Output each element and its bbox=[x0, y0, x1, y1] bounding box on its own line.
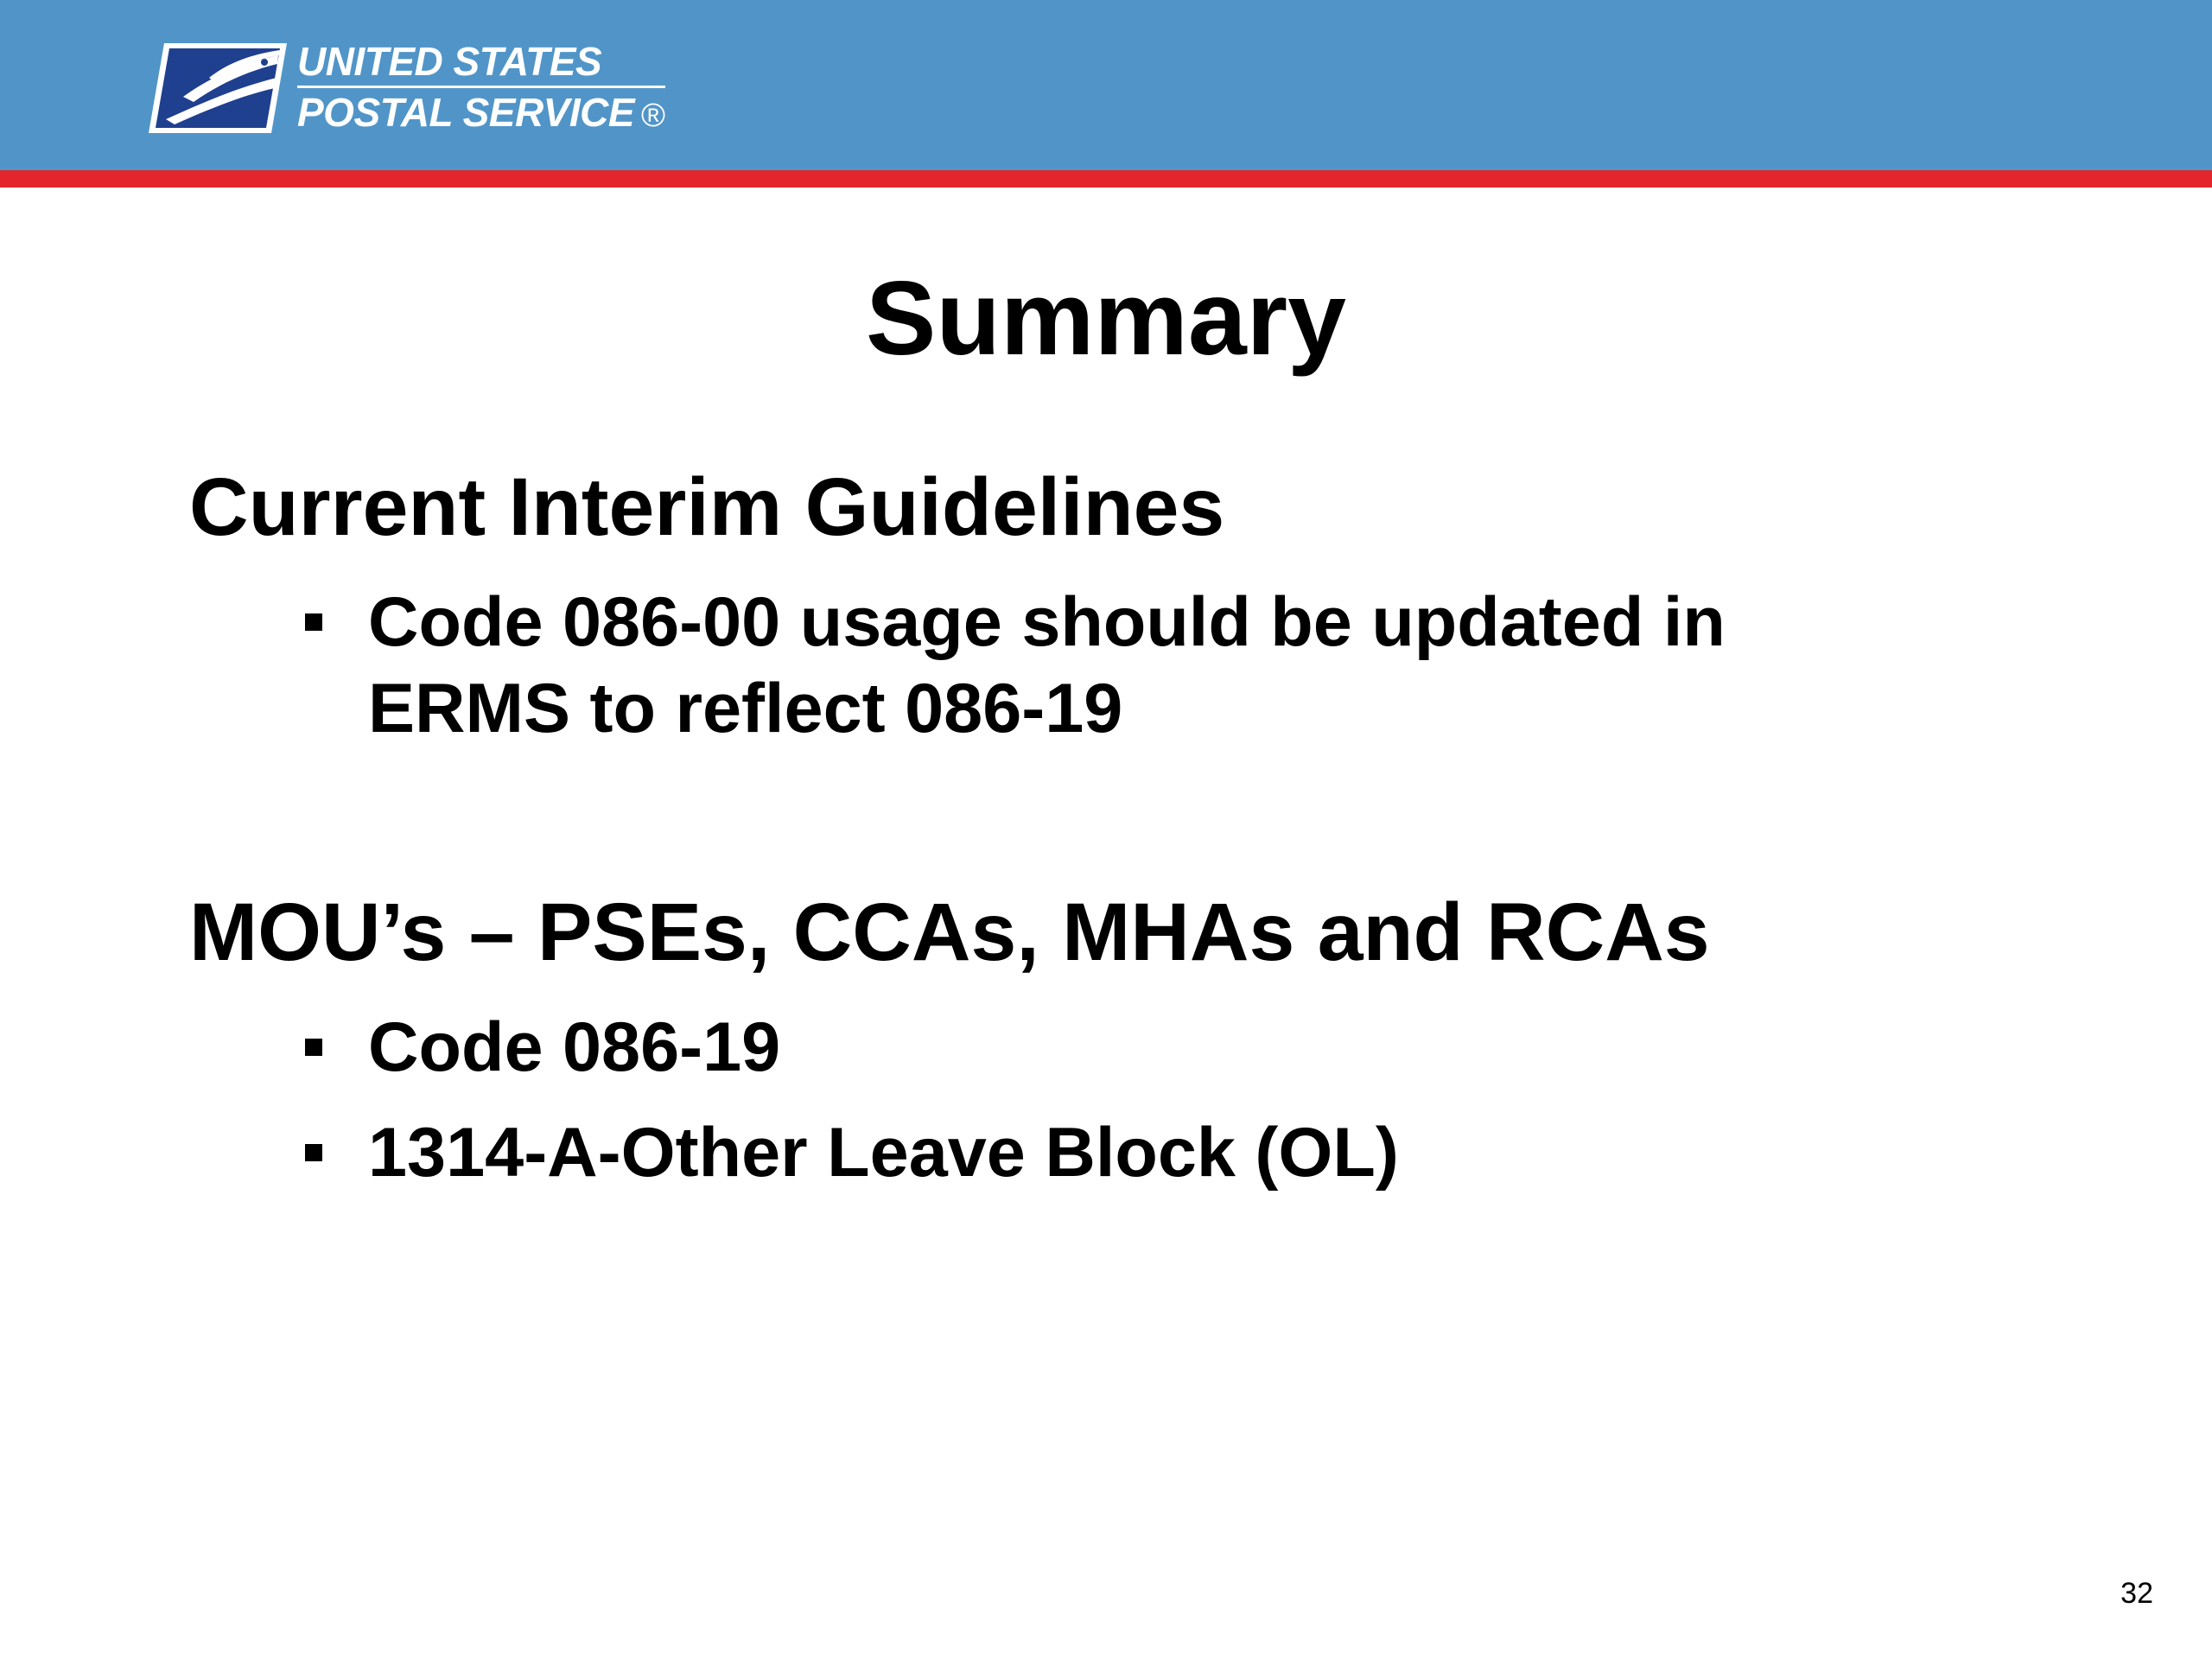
eagle-icon bbox=[149, 43, 287, 133]
square-bullet-icon bbox=[305, 613, 322, 631]
slide-title: Summary bbox=[865, 259, 1347, 377]
bullet-text: Code 086-19 bbox=[368, 1008, 781, 1086]
logo-line-2: POSTAL SERVICE bbox=[297, 89, 635, 135]
bullet-text: 1314-A-Other Leave Block (OL) bbox=[368, 1114, 1399, 1192]
header-red-stripe bbox=[0, 170, 2212, 188]
page-number: 32 bbox=[2120, 1577, 2153, 1610]
bullet-item bbox=[368, 1004, 1923, 1090]
logo-line-2-wrap bbox=[297, 90, 665, 138]
registered-mark: ® bbox=[641, 97, 665, 134]
bullet-text: Code 086-00 usage should be updated in ERMS to reflect 086-19 bbox=[368, 583, 1726, 747]
logo-line-1: UNITED STATES bbox=[297, 39, 665, 88]
section-heading-mous: MOU’s – PSEs, CCAs, MHAs and RCAs bbox=[189, 887, 1710, 978]
header-band bbox=[0, 0, 2212, 170]
square-bullet-icon bbox=[305, 1039, 322, 1056]
bullet-item bbox=[368, 579, 1923, 752]
square-bullet-icon bbox=[305, 1144, 322, 1161]
usps-logo bbox=[149, 38, 665, 135]
logo-wordmark bbox=[297, 39, 665, 138]
bullet-item bbox=[368, 1109, 1923, 1196]
section-heading-interim-guidelines: Current Interim Guidelines bbox=[189, 461, 1225, 553]
